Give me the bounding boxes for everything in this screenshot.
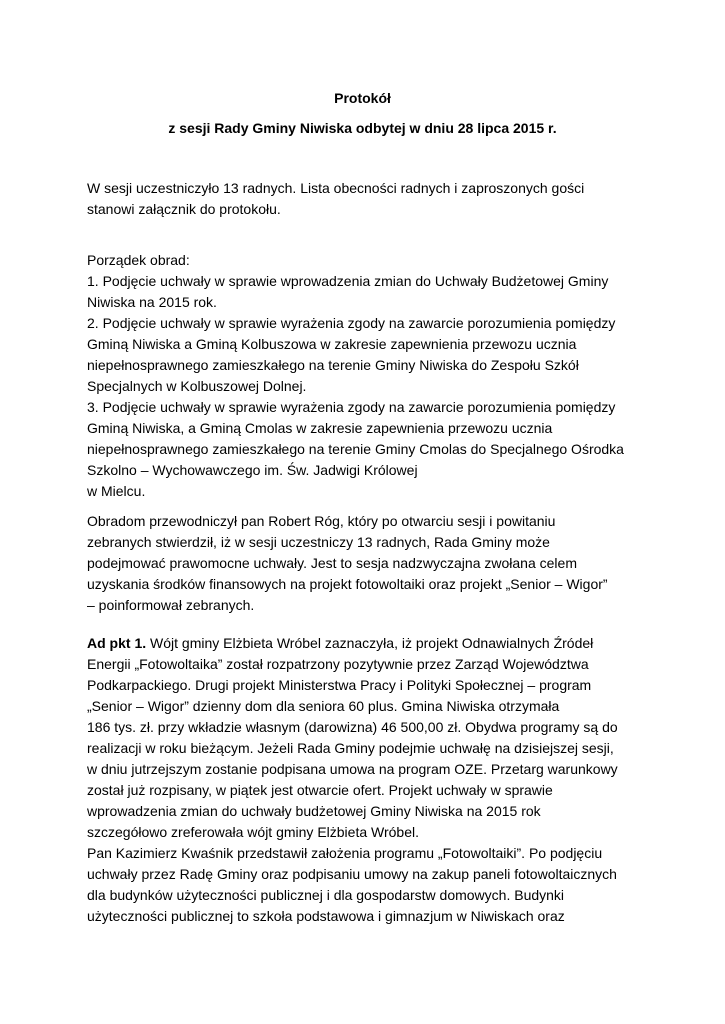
point-label: Ad pkt 1. [87, 635, 147, 651]
text-line: W sesji uczestniczyło 13 radnych. Lista obecności radnych i zaproszonych gości [87, 180, 585, 196]
text-line [87, 633, 647, 654]
text-line: wprowadzenia zmian do uchwały budżetowej Gminy Niwiska na 2015 rok [87, 803, 541, 819]
opening-paragraph [87, 511, 647, 616]
text-line: dla budynków użyteczności publicznej i dla gospodarstw domowych. Budynki [87, 887, 565, 903]
agenda-item-line: 3. Podjęcie uchwały w sprawie wyrażenia zgody na zawarcie porozumienia pomiędzy [87, 399, 616, 415]
text-line: 186 tys. zł. przy wkładzie własnym (darowizna) 46 500,00 zł. Obydwa programy są do [87, 719, 618, 735]
agenda-item-line: Niwiska na 2015 rok. [87, 294, 217, 310]
attendance-paragraph [87, 178, 647, 220]
text-line: podejmować prawomocne uchwały. Jest to sesja nadzwyczajna zwołana celem [87, 555, 577, 571]
text-line: zebranych stwierdził, iż w sesji uczestniczy 13 radnych, Rada Gminy może [87, 534, 550, 550]
text-line: szczegółowo zreferowała wójt gminy Elżbieta Wróbel. [87, 824, 419, 840]
agenda-item-line: niepełnosprawnego zamieszkałego na terenie Gminy Cmolas do Specjalnego Ośrodka [87, 441, 624, 457]
point1-section [87, 633, 647, 927]
agenda-item-line: w Mielcu. [87, 483, 146, 499]
text-line: „Senior – Wigor” dzienny dom dla seniora 60 plus. Gmina Niwiska otrzymała [87, 698, 560, 714]
agenda-item-line: Gminą Niwiska a Gminą Kolbuszowa w zakresie zapewnienia przewozu ucznia [87, 336, 577, 352]
agenda-heading: Porządek obrad: [87, 252, 190, 268]
text-line: został już rozpisany, w piątek jest otwarcie ofert. Projekt uchwały w sprawie [87, 782, 553, 798]
agenda-item-line: Szkolno – Wychowawczego im. Św. Jadwigi Królowej [87, 462, 418, 478]
text-line: w dniu jutrzejszym zostanie podpisana umowa na program OZE. Przetarg warunkowy [87, 761, 618, 777]
text-line: Energii „Fotowoltaika” został rozpatrzony pozytywnie przez Zarząd Województwa [87, 656, 589, 672]
text-line: uchwały przez Radę Gminy oraz podpisaniu umowy na zakup paneli fotowoltaicznych [87, 866, 617, 882]
text-line: Obradom przewodniczył pan Robert Róg, który po otwarciu sesji i powitaniu [87, 513, 556, 529]
text-line: użyteczności publicznej to szkoła podstawowa i gimnazjum w Niwiskach oraz [87, 908, 565, 924]
text-line: – poinformował zebranych. [87, 597, 255, 613]
agenda-item-line: Specjalnych w Kolbuszowej Dolnej. [87, 378, 307, 394]
text-line: Pan Kazimierz Kwaśnik przedstawił założenia programu „Fotowoltaiki”. Po podjęciu [87, 845, 603, 861]
document-subtitle: z sesji Rady Gminy Niwiska odbytej w dniu 28 lipca 2015 r. [168, 120, 557, 136]
agenda-item-line: 2. Podjęcie uchwały w sprawie wyrażenia zgody na zawarcie porozumienia pomiędzy [87, 315, 616, 331]
text-line: realizacji w roku bieżącym. Jeżeli Rada Gminy podejmie uchwałę na dzisiejszej sesji, [87, 740, 614, 756]
agenda-section [87, 250, 647, 502]
agenda-item-line: Gminą Niwiska, a Gminą Cmolas w zakresie zapewnienia przewozu ucznia [87, 420, 553, 436]
agenda-item-line: niepełnosprawnego zamieszkałego na terenie Gminy Niwiska do Zespołu Szkół [87, 357, 579, 373]
document-title: Protokół [334, 90, 391, 106]
text-line: uzyskania środków finansowych na projekt fotowoltaiki oraz projekt „Senior – Wigor” [87, 576, 608, 592]
text-line: Podkarpackiego. Drugi projekt Ministerstwa Pracy i Polityki Społecznej – program [87, 677, 592, 693]
point-text: Wójt gminy Elżbieta Wróbel zaznaczyła, iż projekt Odnawialnych Źródeł [146, 635, 594, 651]
agenda-item-line: 1. Podjęcie uchwały w sprawie wprowadzenia zmian do Uchwały Budżetowej Gminy [87, 273, 609, 289]
text-line: stanowi załącznik do protokołu. [87, 201, 281, 217]
